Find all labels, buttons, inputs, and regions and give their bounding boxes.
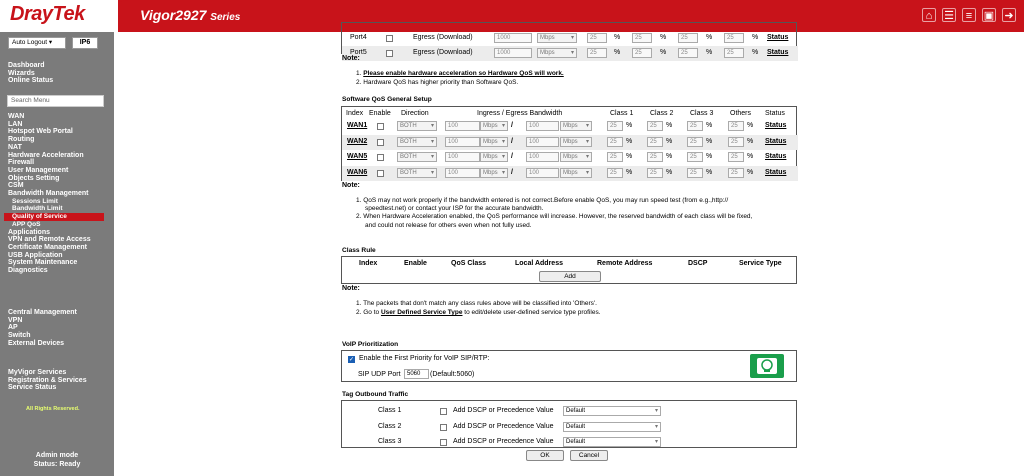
port-enable-checkbox[interactable]	[386, 35, 393, 42]
bw-separator: /	[511, 122, 513, 129]
tag-dscp-label: Add DSCP or Precedence Value	[453, 407, 554, 414]
sw-note-2-text: When Hardware Acceleration enabled, the QoS performance will increase. However, the reserved bandwidth of each class will be fixed,	[363, 213, 753, 220]
ingress-input[interactable]: 100	[445, 137, 480, 147]
auto-logout-label: Auto Logout	[12, 39, 48, 46]
auto-logout-select[interactable]: Auto Logout ▾	[8, 37, 66, 49]
percent-sign: %	[626, 137, 633, 145]
status-link[interactable]: Status	[767, 34, 789, 41]
status-link[interactable]: Status	[765, 153, 787, 160]
percent-sign: %	[747, 137, 754, 145]
sip-port-label: SIP UDP Port	[358, 371, 401, 378]
sidebar-item-dashboard[interactable]: Dashboard	[8, 62, 45, 69]
class1-input[interactable]: 25	[607, 137, 623, 147]
wan-link[interactable]: WAN6	[347, 168, 368, 176]
voip-title: VoIP Prioritization	[342, 341, 399, 348]
egress-unit-select[interactable]: Mbps ▾	[560, 168, 592, 178]
sw-qos-row	[342, 166, 798, 181]
wan-link[interactable]: WAN5	[347, 153, 368, 160]
cr-note-2-post: to edit/delete user-defined service type profiles.	[464, 309, 601, 316]
sw-qos-table	[341, 106, 797, 181]
percent-sign: %	[747, 168, 754, 176]
sip-port-input[interactable]: 5060	[404, 369, 429, 379]
col-class3: Class 3	[690, 110, 714, 117]
sw-note-2: 2. When Hardware Acceleration enabled, the QoS performance will increase. However, the reserved bandwidth of each class will be fixed,	[356, 213, 753, 220]
percent-sign: %	[706, 137, 713, 145]
class3-input[interactable]: 25	[678, 33, 698, 43]
others-input[interactable]: 25	[728, 121, 744, 131]
sidebar-item-wan[interactable]: WAN	[8, 113, 25, 120]
cr-note-2: 2. Go to User Defined Service Type to edit/delete user-defined service type profiles.	[356, 309, 601, 316]
ingress-input[interactable]: 100	[445, 168, 480, 178]
dscp-select[interactable]: Default ▾	[563, 406, 661, 416]
bandwidth-input[interactable]: 1000	[494, 48, 532, 58]
direction-select[interactable]: BOTH ▾	[397, 168, 437, 178]
class1-input[interactable]: 25	[607, 168, 623, 178]
sip-default-label: (Default:5060)	[430, 371, 475, 378]
bandwidth-input[interactable]: 1000	[494, 33, 532, 43]
sidebar-item-objects[interactable]: Objects Setting	[8, 174, 60, 182]
unit-select[interactable]: Mbps ▾	[537, 48, 577, 58]
quick-start-icon[interactable]: ☰	[942, 8, 956, 22]
class1-input[interactable]: 25	[587, 33, 607, 43]
sidebar-item-nat[interactable]: NAT	[8, 143, 22, 151]
class1-input[interactable]: 25	[607, 152, 623, 162]
direction-select[interactable]: BOTH ▾	[397, 121, 437, 131]
others-input[interactable]: 25	[728, 152, 744, 162]
header-icons	[922, 8, 1016, 22]
rights-text: All Rights Reserved.	[26, 406, 80, 412]
note-label: Note:	[342, 55, 360, 62]
sidebar-item-central-mgmt[interactable]: Central Management	[8, 309, 77, 316]
sidebar-item-ap[interactable]: AP	[8, 324, 18, 332]
class2-input[interactable]: 25	[647, 168, 663, 178]
egress-input[interactable]: 100	[526, 137, 559, 147]
ingress-unit-select[interactable]: Mbps ▾	[480, 137, 508, 147]
sidebar-group-status	[8, 62, 53, 85]
col-cr-index: Index	[359, 260, 378, 267]
note-label: Note:	[342, 285, 360, 292]
col-index: Index	[346, 110, 364, 117]
egress-input[interactable]: 100	[526, 168, 559, 178]
sidebar-item-vpn-remote[interactable]: VPN and Remote Access	[8, 236, 91, 244]
ipv6-badge[interactable]: IP6	[72, 37, 98, 49]
cancel-button[interactable]: Cancel	[570, 450, 608, 461]
status-link[interactable]: Status	[767, 49, 789, 56]
percent-sign: %	[666, 122, 673, 129]
voip-enable-label: Enable the First Priority for VoIP SIP/RTP:	[359, 355, 490, 362]
user-defined-service-link[interactable]: User Defined Service Type	[380, 309, 463, 316]
percent-sign: %	[747, 122, 754, 129]
col-others: Others	[730, 110, 752, 117]
sidebar-item-firewall[interactable]: Firewall	[8, 159, 35, 167]
status-link[interactable]: Status	[765, 168, 787, 176]
ingress-unit-select[interactable]: Mbps ▾	[480, 121, 508, 131]
sidebar-item-cert-mgmt[interactable]: Certificate Management	[8, 243, 87, 251]
direction-label: Egress (Download)	[413, 49, 473, 56]
add-rule-button[interactable]: Add	[539, 271, 601, 282]
hw-qos-row	[342, 46, 798, 61]
sidebar-group-central	[8, 309, 77, 348]
tag-row	[342, 404, 798, 419]
col-bandwidth: Ingress / Egress Bandwidth	[477, 110, 563, 117]
sidebar-item-service-status[interactable]: Service Status	[8, 384, 57, 392]
percent-sign: %	[666, 153, 673, 160]
class1-input[interactable]: 25	[607, 121, 623, 131]
sidebar-item-hw-accel[interactable]: Hardware Acceleration	[8, 151, 84, 159]
ok-button[interactable]: OK	[526, 450, 564, 461]
percent-sign: %	[752, 49, 759, 56]
cr-note-1-text: The packets that don't match any class rules above will be classified into 'Others'.	[363, 300, 597, 307]
class2-input[interactable]: 25	[632, 33, 652, 43]
phone-icon	[750, 354, 784, 378]
logout-icon[interactable]: ➜	[1002, 8, 1016, 22]
sidebar-item-external[interactable]: External Devices	[8, 339, 65, 347]
hw-note-2: 2. Hardware QoS has higher priority than Software QoS.	[356, 79, 519, 86]
percent-sign: %	[706, 168, 713, 176]
sw-note-1: 1. QoS may not work properly if the bandwidth entered is not correct.Before enable QoS, you may run speed test (from e.g.,http://	[356, 197, 729, 204]
status-link[interactable]: Status	[765, 137, 787, 145]
col-cr-service: Service Type	[739, 260, 782, 267]
percent-sign: %	[747, 153, 754, 160]
col-cr-enable: Enable	[404, 260, 427, 267]
dscp-select[interactable]: Default ▾	[563, 437, 661, 447]
bw-separator: /	[511, 153, 513, 160]
direction-select[interactable]: BOTH ▾	[397, 137, 437, 147]
percent-sign: %	[706, 49, 713, 56]
model-name	[140, 7, 240, 23]
sw-qos-row	[342, 135, 798, 150]
wan-enable-checkbox[interactable]	[377, 154, 384, 161]
class3-input[interactable]: 25	[687, 152, 703, 162]
tag-enable-checkbox[interactable]	[440, 424, 447, 431]
direction-label: Egress (Download)	[413, 34, 473, 41]
class1-input[interactable]: 25	[587, 48, 607, 58]
sidebar-item-sessions-limit[interactable]: Sessions Limit	[12, 197, 58, 205]
percent-sign: %	[666, 168, 673, 176]
col-enable: Enable	[369, 110, 391, 117]
percent-sign: %	[660, 34, 667, 41]
sw-note-1b: speedtest.net) or contact your ISP for the accurate bandwidth.	[365, 205, 544, 212]
port-enable-checkbox[interactable]	[386, 50, 393, 57]
bw-separator: /	[511, 168, 513, 176]
hw-qos-row	[342, 31, 798, 46]
col-class2: Class 2	[650, 110, 674, 117]
status-link[interactable]: Status	[765, 122, 787, 129]
port-label: Port4	[350, 34, 367, 41]
device-icon[interactable]: ▣	[983, 10, 995, 22]
sw-note-2b: and could not release for others even when not fully used.	[365, 222, 532, 229]
col-cr-local: Local Address	[515, 260, 563, 267]
hw-qos-table	[341, 22, 797, 54]
port-label: Port5	[350, 49, 367, 56]
col-status: Status	[765, 110, 785, 117]
egress-unit-select[interactable]: Mbps ▾	[560, 152, 592, 162]
class2-input[interactable]: 25	[647, 137, 663, 147]
hw-note-2-text: Hardware QoS has higher priority than Software QoS.	[363, 79, 519, 86]
sidebar-item-user-mgmt[interactable]: User Management	[8, 166, 69, 174]
egress-unit-select[interactable]: Mbps ▾	[560, 121, 592, 131]
sidebar-item-switch[interactable]: Switch	[8, 332, 31, 340]
sidebar-group-main	[8, 113, 104, 275]
dscp-select[interactable]: Default ▾	[563, 422, 661, 432]
sw-qos-row	[342, 150, 798, 165]
percent-sign: %	[752, 34, 759, 41]
sidebar-item-diagnostics[interactable]: Diagnostics	[8, 267, 48, 275]
col-cr-remote: Remote Address	[597, 260, 653, 267]
cr-note-1: 1. The packets that don't match any class rules above will be classified into 'Others'.	[356, 300, 597, 307]
class3-input[interactable]: 25	[687, 137, 703, 147]
percent-sign: %	[666, 137, 673, 145]
col-cr-qos-class: QoS Class	[451, 260, 487, 267]
sidebar	[0, 32, 114, 476]
wan-enable-checkbox[interactable]	[377, 139, 384, 146]
voip-enable-checkbox[interactable]: ✓	[349, 357, 355, 363]
wan-enable-checkbox[interactable]	[377, 123, 384, 130]
logo-area	[0, 0, 118, 32]
tag-dscp-label: Add DSCP or Precedence Value	[453, 422, 554, 430]
sw-qos-header	[342, 107, 798, 119]
hw-accel-link[interactable]: Please enable hardware acceleration so Hardware QoS will work.	[363, 70, 564, 77]
percent-sign: %	[706, 153, 713, 160]
sidebar-item-qos[interactable]: Quality of Service	[4, 213, 104, 221]
tag-title: Tag Outbound Traffic	[342, 391, 409, 398]
col-direction: Direction	[401, 110, 429, 117]
sidebar-item-usb[interactable]: USB Application	[8, 251, 63, 259]
others-input[interactable]: 25	[728, 137, 744, 147]
sidebar-item-wizards[interactable]: Wizards	[8, 69, 35, 77]
percent-sign: %	[626, 168, 633, 176]
sidebar-item-bandwidth[interactable]: Bandwidth Management	[8, 190, 89, 198]
tag-enable-checkbox[interactable]	[440, 439, 447, 446]
settings-icon[interactable]: ≡	[962, 8, 976, 22]
search-menu-input[interactable]: Search Menu	[7, 95, 104, 107]
wan-link[interactable]: WAN1	[347, 122, 368, 129]
sidebar-item-app-qos[interactable]: APP QoS	[12, 220, 41, 228]
sidebar-item-vpn[interactable]: VPN	[8, 316, 23, 324]
sidebar-item-bandwidth-limit[interactable]: Bandwidth Limit	[12, 205, 63, 213]
class2-input[interactable]: 25	[632, 48, 652, 58]
sidebar-item-sys-maint[interactable]: System Maintenance	[8, 259, 78, 267]
unit-select[interactable]: Mbps ▾	[537, 33, 577, 43]
sidebar-item-myvigor[interactable]: MyVigor Services	[8, 369, 67, 376]
status-text: Status: Ready	[33, 461, 81, 468]
percent-sign: %	[626, 153, 633, 160]
percent-sign: %	[626, 122, 633, 129]
class3-input[interactable]: 25	[678, 48, 698, 58]
ingress-unit-select[interactable]: Mbps ▾	[480, 152, 508, 162]
admin-mode: Admin mode	[35, 452, 79, 459]
percent-sign: %	[706, 122, 713, 129]
sw-qos-title: Software QoS General Setup	[342, 96, 432, 103]
sidebar-group-myvigor	[8, 369, 87, 392]
egress-input[interactable]: 100	[526, 152, 559, 162]
wan-enable-checkbox[interactable]	[377, 170, 384, 177]
percent-sign: %	[706, 34, 713, 41]
tag-class-label: Class 3	[378, 438, 402, 445]
class2-input[interactable]: 25	[647, 152, 663, 162]
col-cr-dscp: DSCP	[688, 260, 708, 267]
egress-unit-select[interactable]: Mbps ▾	[560, 137, 592, 147]
tag-enable-checkbox[interactable]	[440, 408, 447, 415]
tag-row	[342, 420, 798, 435]
sidebar-item-registration[interactable]: Registration & Services	[8, 376, 87, 384]
others-input[interactable]: 25	[724, 33, 744, 43]
tag-class-label: Class 1	[378, 407, 402, 414]
tag-class-label: Class 2	[378, 422, 402, 430]
egress-input[interactable]: 100	[526, 121, 559, 131]
model-label: Vigor2927	[140, 7, 207, 23]
class3-input[interactable]: 25	[687, 168, 703, 178]
hw-note-1: 1. Please enable hardware acceleration so Hardware QoS will work.	[356, 70, 564, 77]
others-input[interactable]: 25	[728, 168, 744, 178]
tag-box	[341, 400, 797, 448]
series-label: Series	[210, 12, 241, 23]
tag-dscp-label: Add DSCP or Precedence Value	[453, 438, 554, 445]
sidebar-item-routing[interactable]: Routing	[8, 136, 35, 144]
note-label: Note:	[342, 182, 360, 189]
sidebar-item-lan[interactable]: LAN	[8, 120, 23, 128]
class2-input[interactable]: 25	[647, 121, 663, 131]
ingress-input[interactable]: 100	[445, 152, 480, 162]
percent-sign: %	[660, 49, 667, 56]
sw-qos-row	[342, 119, 798, 134]
percent-sign: %	[614, 49, 621, 56]
bw-separator: /	[511, 137, 513, 145]
sidebar-item-hotspot[interactable]: Hotspot Web Portal	[8, 128, 73, 136]
others-input[interactable]: 25	[724, 48, 744, 58]
sidebar-item-csm[interactable]: CSM	[8, 182, 24, 190]
tag-row	[342, 435, 798, 450]
direction-select[interactable]: BOTH ▾	[397, 152, 437, 162]
cr-note-2-pre: Go to	[363, 309, 380, 316]
class-rule-table	[341, 256, 797, 284]
home-icon[interactable]: ⌂	[922, 8, 936, 22]
class3-input[interactable]: 25	[687, 121, 703, 131]
class-rule-title: Class Rule	[342, 247, 376, 254]
voip-box	[341, 350, 797, 382]
sidebar-item-applications[interactable]: Applications	[8, 228, 51, 236]
sw-note-1-text: QoS may not work properly if the bandwidth entered is not correct.Before enable QoS, you may run speed test (from e.g.,http://	[363, 197, 729, 204]
col-class1: Class 1	[610, 110, 634, 117]
ingress-input[interactable]: 100	[445, 121, 480, 131]
sidebar-item-online-status[interactable]: Online Status	[8, 77, 54, 85]
ingress-unit-select[interactable]: Mbps ▾	[480, 168, 508, 178]
wan-link[interactable]: WAN2	[347, 137, 368, 145]
percent-sign: %	[614, 34, 621, 41]
brand-logo: DrayTek	[10, 3, 85, 25]
